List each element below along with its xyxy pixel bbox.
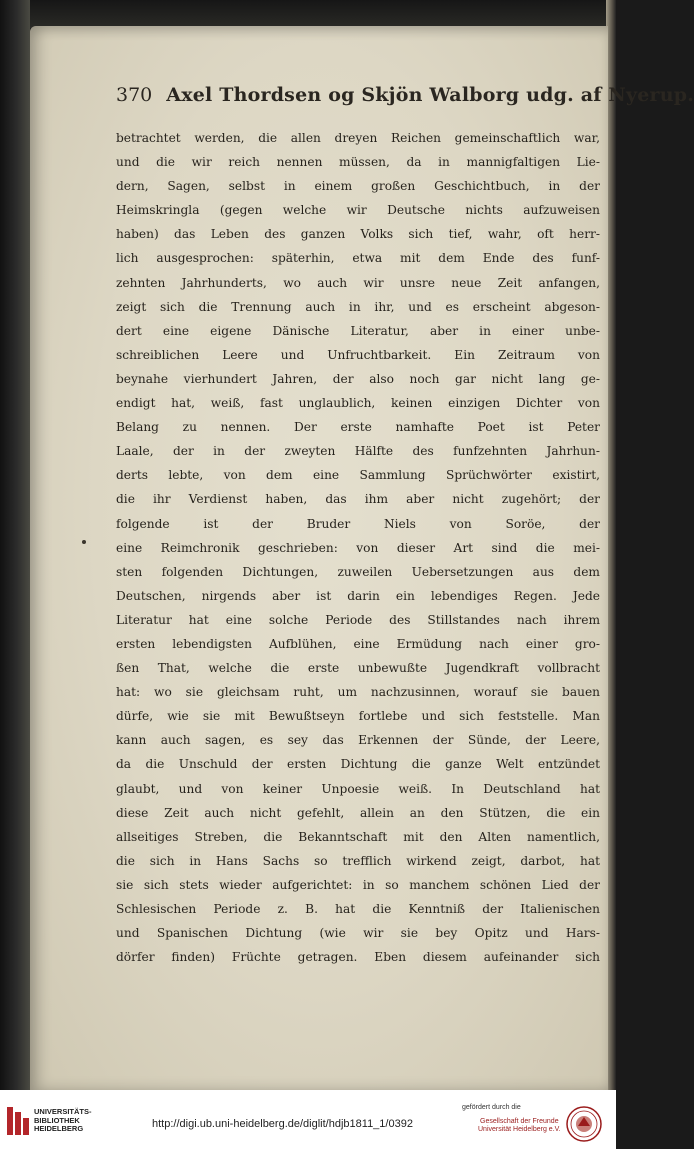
library-name-line: HEIDELBERG: [34, 1124, 84, 1133]
text-line: dörfer finden) Früchte getragen. Eben diesem aufeinander sich: [116, 950, 600, 965]
sponsor-label: gefördert durch die: [462, 1104, 521, 1111]
text-line: zehnten Jahrhunderts, wo auch wir unsre neue Zeit anfangen,: [116, 275, 600, 290]
text-line: haben) das Leben des ganzen Volks sich tief, wahr, oft herr-: [116, 227, 600, 242]
text-line: dern, Sagen, selbst in einem großen Geschichtbuch, in der: [116, 179, 600, 194]
margin-mark: [82, 540, 86, 544]
sponsor-name-line: Gesellschaft der Freunde: [480, 1118, 559, 1125]
body-text: [116, 126, 600, 969]
text-line: beynahe vierhundert Jahren, der also noch gar nicht lang ge-: [116, 371, 600, 386]
page-number: 370: [116, 84, 153, 106]
page-header: [116, 84, 694, 120]
text-line: Deutschen, nirgends aber ist darin ein lebendiges Regen. Jede: [116, 588, 600, 603]
scan-left-edge: [0, 0, 30, 1090]
text-line: folgende ist der Bruder Niels von Soröe, der: [116, 516, 600, 531]
text-line: glaubt, und von keiner Unpoesie weiß. In Deutschland hat: [116, 781, 600, 796]
running-title: Axel Thordsen og Skjön Walborg udg. af Nyerup.: [166, 84, 694, 106]
text-line: die ihr Verdienst haben, das ihm aber nicht zugehört; der: [116, 492, 600, 507]
library-logo-icon: [6, 1106, 30, 1136]
sponsor-name-line: Universität Heidelberg e.V.: [478, 1126, 561, 1133]
university-seal-icon: [566, 1106, 602, 1142]
scan-top-edge: [0, 0, 616, 28]
text-line: zeigt sich die Trennung auch in ihr, und es erscheint abgeson-: [116, 299, 600, 314]
text-line: hat: wo sie gleichsam ruht, um nachzusinnen, worauf sie bauen: [116, 685, 600, 700]
text-line: Literatur hat eine solche Periode des Stillstandes nach ihrem: [116, 612, 600, 627]
permalink-url[interactable]: http://digi.ub.uni-heidelberg.de/diglit/hdjb1811_1/0392: [152, 1118, 413, 1130]
text-line: dürfe, wie sie mit Bewußtseyn fortlebe und sich feststelle. Man: [116, 709, 600, 724]
text-line: sten folgenden Dichtungen, zuweilen Uebersetzungen aus dem: [116, 564, 600, 579]
library-name-line: BIBLIOTHEK: [34, 1115, 80, 1125]
text-line: Belang zu nennen. Der erste namhafte Poet ist Peter: [116, 420, 600, 435]
text-line: derts lebte, von dem eine Sammlung Sprüchwörter existirt,: [116, 468, 600, 483]
library-name: [34, 1108, 92, 1134]
text-line: dert eine eigene Dänische Literatur, aber in einer unbe-: [116, 323, 600, 338]
text-line: ersten lebendigsten Aufblühen, eine Ermüdung nach einer gro-: [116, 636, 600, 651]
text-line: Heimskringla (gegen welche wir Deutsche nichts aufzuweisen: [116, 203, 600, 218]
text-line: eine Reimchronik geschrieben: von dieser Art sind die mei-: [116, 540, 600, 555]
text-line: betrachtet werden, die allen dreyen Reichen gemeinschaftlich war,: [116, 131, 600, 145]
sponsor-name: [478, 1118, 561, 1134]
text-line: diese Zeit auch nicht gefehlt, allein an den Stützen, die ein: [116, 805, 600, 820]
text-line: schreiblichen Leere und Unfruchtbarkeit. Ein Zeitraum von: [116, 347, 600, 362]
text-line: sie sich stets wieder aufgerichtet: in so manchem schönen Lied der: [116, 877, 600, 892]
text-line: und die wir reich nennen müssen, da in mannigfaltigen Lie-: [116, 155, 600, 170]
library-name-line: UNIVERSITÄTS-: [34, 1107, 92, 1116]
text-line: Laale, der in der zweyten Hälfte des funfzehnten Jahrhun-: [116, 444, 600, 459]
text-line: da die Unschuld der ersten Dichtung die ganze Welt entzündet: [116, 757, 600, 772]
text-line: Schlesischen Periode z. B. hat die Kenntniß der Italienischen: [116, 902, 600, 916]
text-line: kann auch sagen, es sey das Erkennen der Sünde, der Leere,: [116, 733, 600, 748]
text-line: allseitiges Streben, die Bekanntschaft mit den Alten namentlich,: [116, 829, 600, 844]
text-line: lich ausgesprochen: späterhin, etwa mit dem Ende des funf-: [116, 251, 600, 266]
text-line: endigt hat, weiß, fast unglaublich, keinen einzigen Dichter von: [116, 396, 600, 411]
text-line: ßen That, welche die erste unbewußte Jugendkraft vollbracht: [116, 661, 600, 676]
text-line: die sich in Hans Sachs so trefflich wirkend zeigt, darbot, hat: [116, 853, 600, 868]
text-line: und Spanischen Dichtung (wie wir sie bey Opitz und Hars-: [116, 926, 600, 941]
